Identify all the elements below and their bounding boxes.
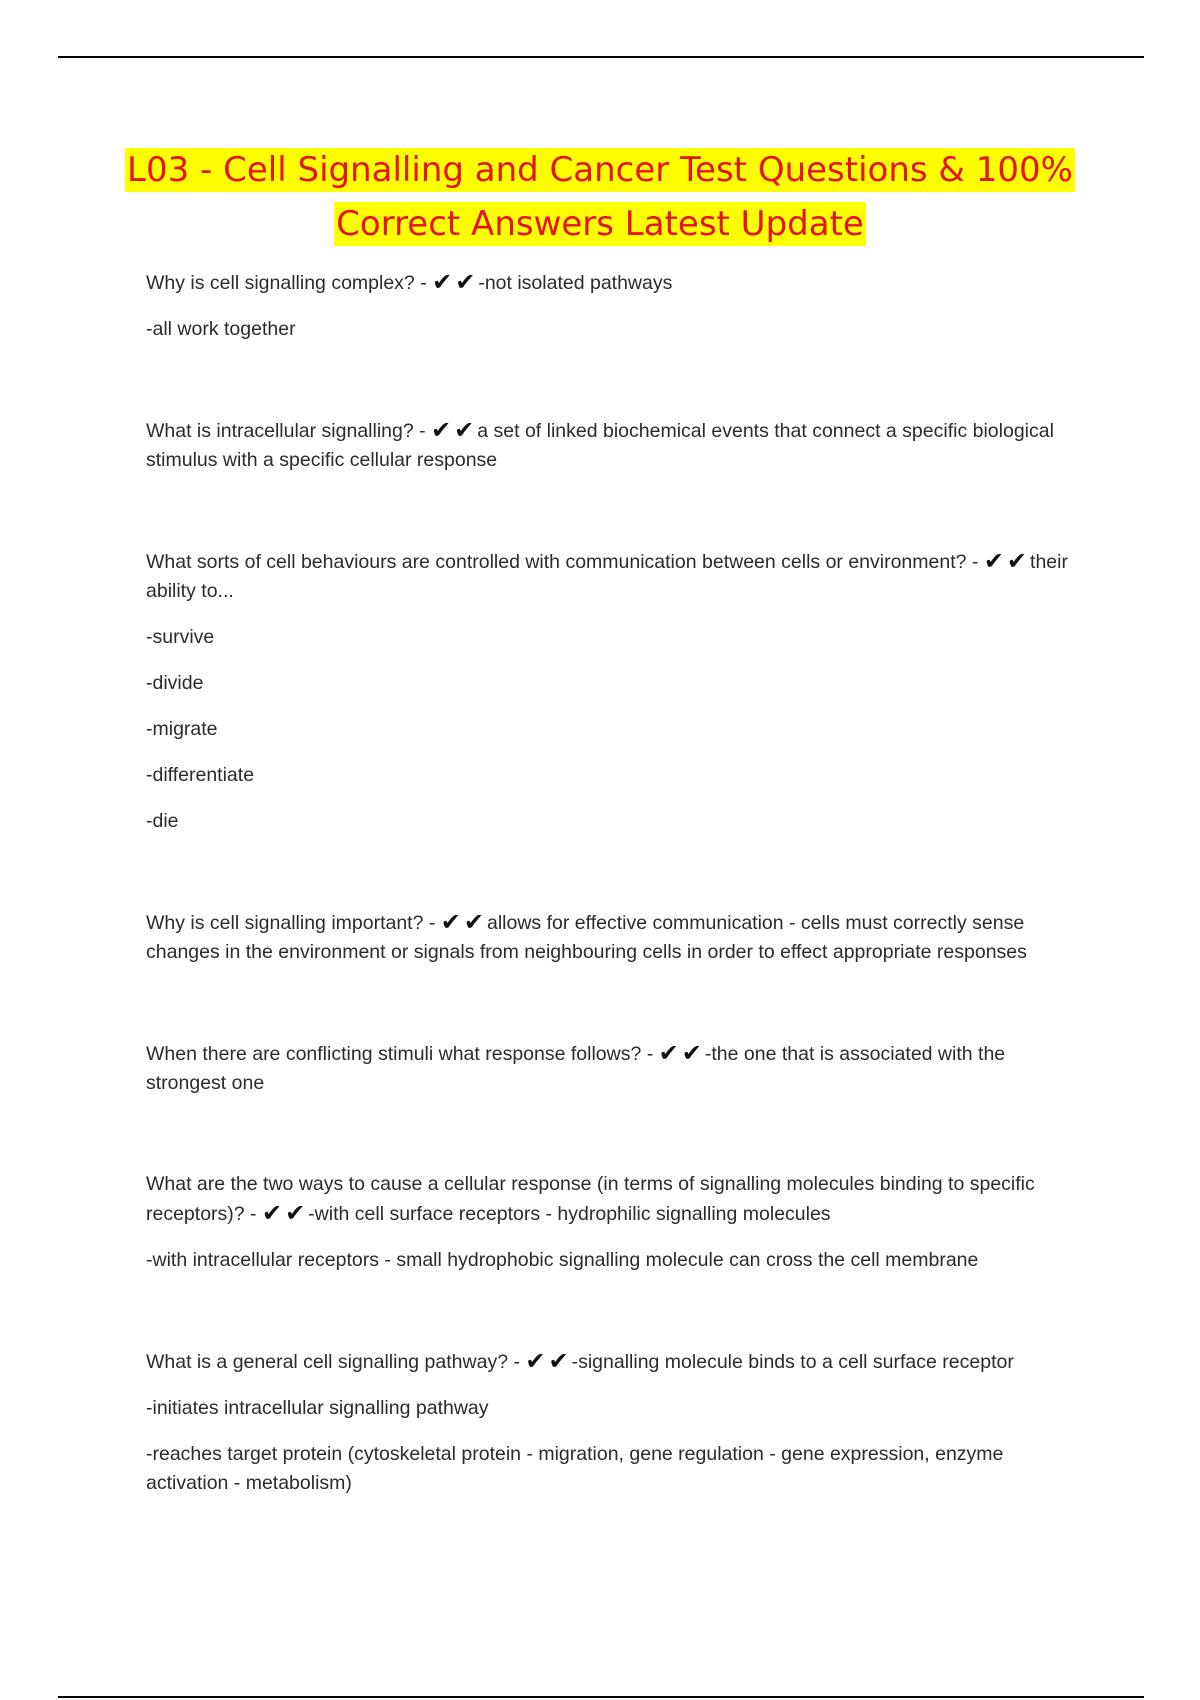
title-line-2: Correct Answers Latest Update [336, 204, 864, 244]
answer-text: a set of linked biochemical events that connect a specific biological stimulus with a specific cellular response [146, 420, 1060, 471]
qa-question-line [146, 1170, 1086, 1229]
double-check-icon: ✔✔ [983, 548, 1031, 575]
question-text: When there are conflicting stimuli what response follows? - [146, 1043, 659, 1065]
question-text: What is intracellular signalling? - [146, 420, 432, 442]
question-text: What sorts of cell behaviours are controlled with communication between cells or environment? - [146, 551, 984, 573]
double-check-icon: ✔✔ [431, 417, 478, 444]
section-spacer [146, 1115, 1086, 1170]
answer-line: -all work together [146, 318, 296, 340]
section-spacer [146, 492, 1086, 547]
double-check-icon: ✔✔ [432, 269, 479, 296]
qa-item [146, 1170, 1086, 1275]
top-rule [58, 56, 1144, 58]
answer-text: allows for effective communication - cells must correctly sense changes in the environment or signals from neighbouring cells in order to effect appropriate responses [146, 912, 1030, 963]
question-text: What are the two ways to cause a cellular response (in terms of signalling molecules binding to specific receptors)? - [146, 1173, 1041, 1225]
qa-question-line [146, 268, 1086, 298]
answer-text: -not isolated pathways [478, 272, 673, 294]
answer-text: -the one that is associated with the strongest one [146, 1043, 1011, 1094]
qa-item [146, 1039, 1086, 1098]
bottom-rule [58, 1696, 1144, 1698]
qa-item [146, 268, 1086, 344]
section-spacer [146, 984, 1086, 1039]
qa-item [146, 1347, 1086, 1498]
document-title [100, 143, 1100, 251]
qa-list [146, 268, 1086, 1515]
answer-line: -differentiate [146, 764, 255, 786]
double-check-icon: ✔✔ [525, 1348, 572, 1375]
answer-line: -migrate [146, 718, 218, 740]
answer-text: their ability to... [146, 551, 1074, 602]
qa-item [146, 547, 1086, 836]
section-spacer [146, 853, 1086, 908]
answer-line: -reaches target protein (cytoskeletal protein - migration, gene regulation - gene expression, enzyme activation - metabolism) [146, 1443, 1009, 1494]
qa-question-line [146, 547, 1086, 606]
double-check-icon: ✔✔ [261, 1200, 309, 1227]
qa-question-line [146, 908, 1086, 967]
title-line-1: L03 - Cell Signalling and Cancer Test Questions & 100% [127, 150, 1073, 190]
answer-line: -die [146, 810, 179, 832]
double-check-icon: ✔✔ [658, 1040, 705, 1067]
qa-question-line [146, 1039, 1086, 1098]
question-text: Why is cell signalling important? - [146, 912, 441, 934]
question-text: What is a general cell signalling pathway? - [146, 1351, 526, 1373]
qa-item [146, 416, 1086, 475]
section-spacer [146, 1292, 1086, 1347]
double-check-icon: ✔✔ [440, 909, 487, 936]
section-spacer [146, 361, 1086, 416]
answer-line: -initiates intracellular signalling pathway [146, 1397, 489, 1419]
answer-text: -with cell surface receptors - hydrophilic signalling molecules [308, 1203, 831, 1225]
qa-question-line [146, 1347, 1086, 1377]
answer-line: -with intracellular receptors - small hydrophobic signalling molecule can cross the cell membrane [146, 1249, 979, 1271]
answer-text: -signalling molecule binds to a cell surface receptor [571, 1351, 1014, 1373]
answer-line: -divide [146, 672, 204, 694]
qa-question-line [146, 416, 1086, 475]
answer-line: -survive [146, 626, 215, 648]
qa-item [146, 908, 1086, 967]
question-text: Why is cell signalling complex? - [146, 272, 433, 294]
